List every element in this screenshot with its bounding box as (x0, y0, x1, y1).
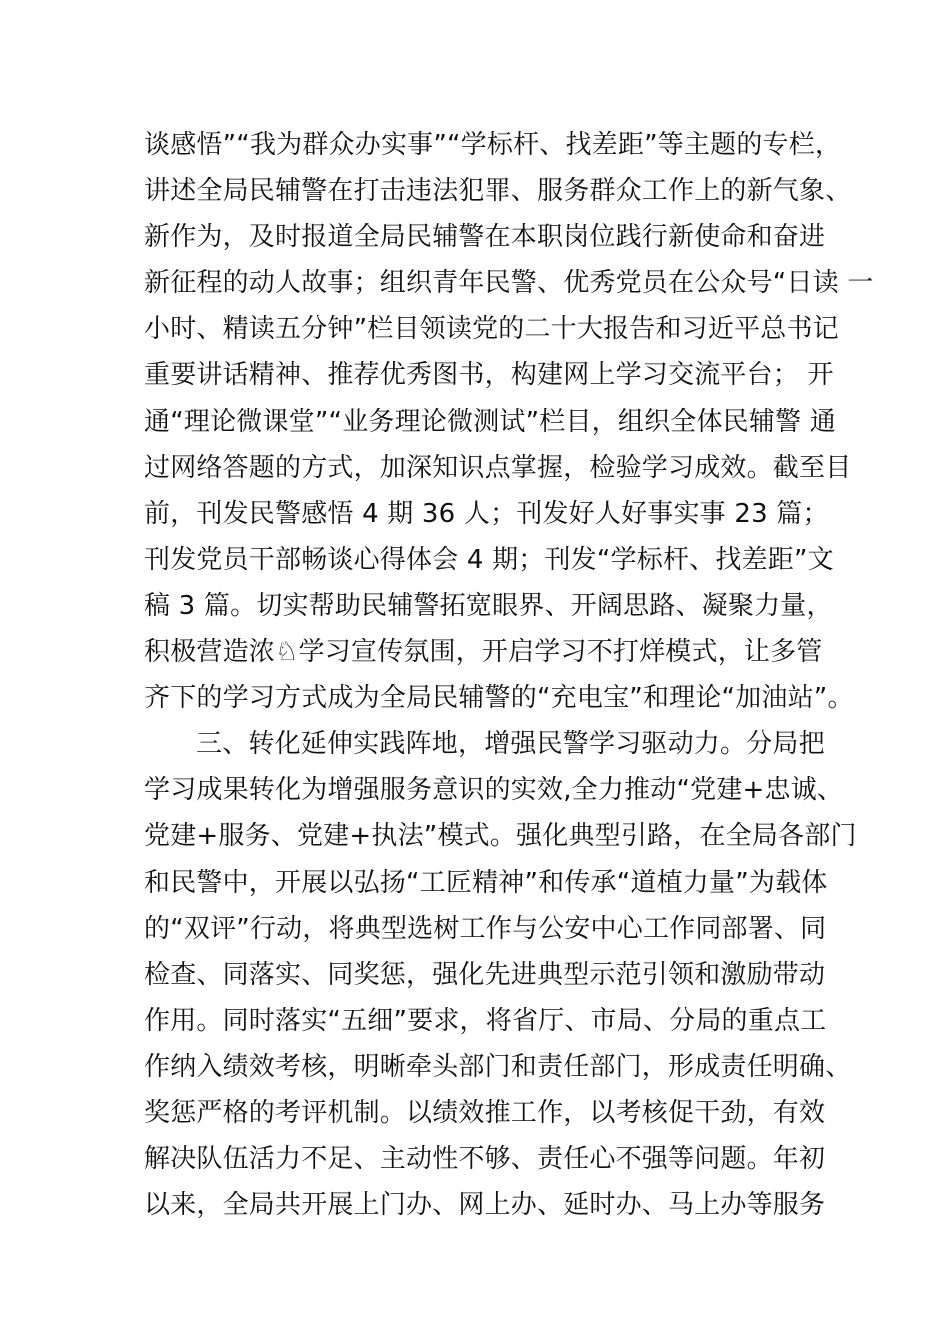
text-line: 检查、同落实、同奖惩，强化先进典型示范引领和激励带动 (144, 959, 826, 990)
text-line: 奖惩严格的考评机制。以绩效推工作，以考核促干劲，有效 (144, 1097, 826, 1128)
text-line: 解决队伍活力不足、主动性不够、责任心不强等问题。年初 (144, 1144, 826, 1175)
text-line: 积极营造浓♘学习宣传氛围，开启学习不打烊模式，让多管 (144, 637, 823, 668)
section-heading-line: 三、转化延伸实践阵地，增强民警学习驱动力。分局把 (196, 729, 825, 760)
text-line: 稿 3 篇。切实帮助民辅警拓宽眼界、开阔思路、凝聚力量， (144, 590, 833, 621)
text-line: 齐下的学习方式成为全局民辅警的“充电宝”和理论“加油站”。 (144, 683, 854, 714)
text-line: 通“理论微课堂”“业务理论微测试”栏目，组织全体民辅警 通 (144, 406, 836, 437)
text-line: 的“双评”行动，将典型选树工作与公安中心工作同部署、同 (144, 913, 827, 944)
text-line: 作用。同时落实“五细”要求，将省厅、市局、分局的重点工 (144, 1005, 827, 1036)
text-line: 重要讲话精神、推荐优秀图书，构建网上学习交流平台； 开 (144, 360, 834, 391)
text-line: 作纳入绩效考核，明晰牵头部门和责任部门，形成责任明确、 (144, 1051, 852, 1082)
text-line: 讲述全局民辅警在打击违法犯罪、服务群众工作上的新气象、 (144, 176, 852, 207)
text-line: 新征程的动人故事；组织青年民警、优秀党员在公众号“日读 一 (144, 268, 874, 299)
text-line: 刊发党员干部畅谈心得体会 4 期；刊发“学标杆、找差距”文 (144, 544, 834, 575)
text-line: 学习成果转化为增强服务意识的实效,全力推动“党建+忠诚、 (144, 775, 844, 806)
text-line: 以来，全局共开展上门办、网上办、延时办、马上办等服务 (144, 1190, 826, 1221)
body-text (144, 122, 874, 1228)
text-line: 党建+服务、党建+执法”模式。强化典型引路，在全局各部门 (144, 821, 857, 852)
text-line: 新作为，及时报道全局民辅警在本职岗位践行新使命和奋进 (144, 222, 826, 253)
text-line: 谈感悟”“我为群众办实事”“学标杆、找差距”等主题的专栏， (144, 130, 842, 160)
text-line: 前，刊发民警感悟 4 期 36 人；刊发好人好事实事 23 篇； (144, 498, 829, 529)
text-line: 和民警中，开展以弘扬“工匠精神”和传承“道植力量”为载体 (144, 867, 828, 898)
text-line: 过网络答题的方式，加深知识点掌握，检验学习成效。截至目 (144, 452, 852, 483)
text-line: 小时、精读五分钟”栏目领读党的二十大报告和习近平总书记 (144, 314, 839, 345)
